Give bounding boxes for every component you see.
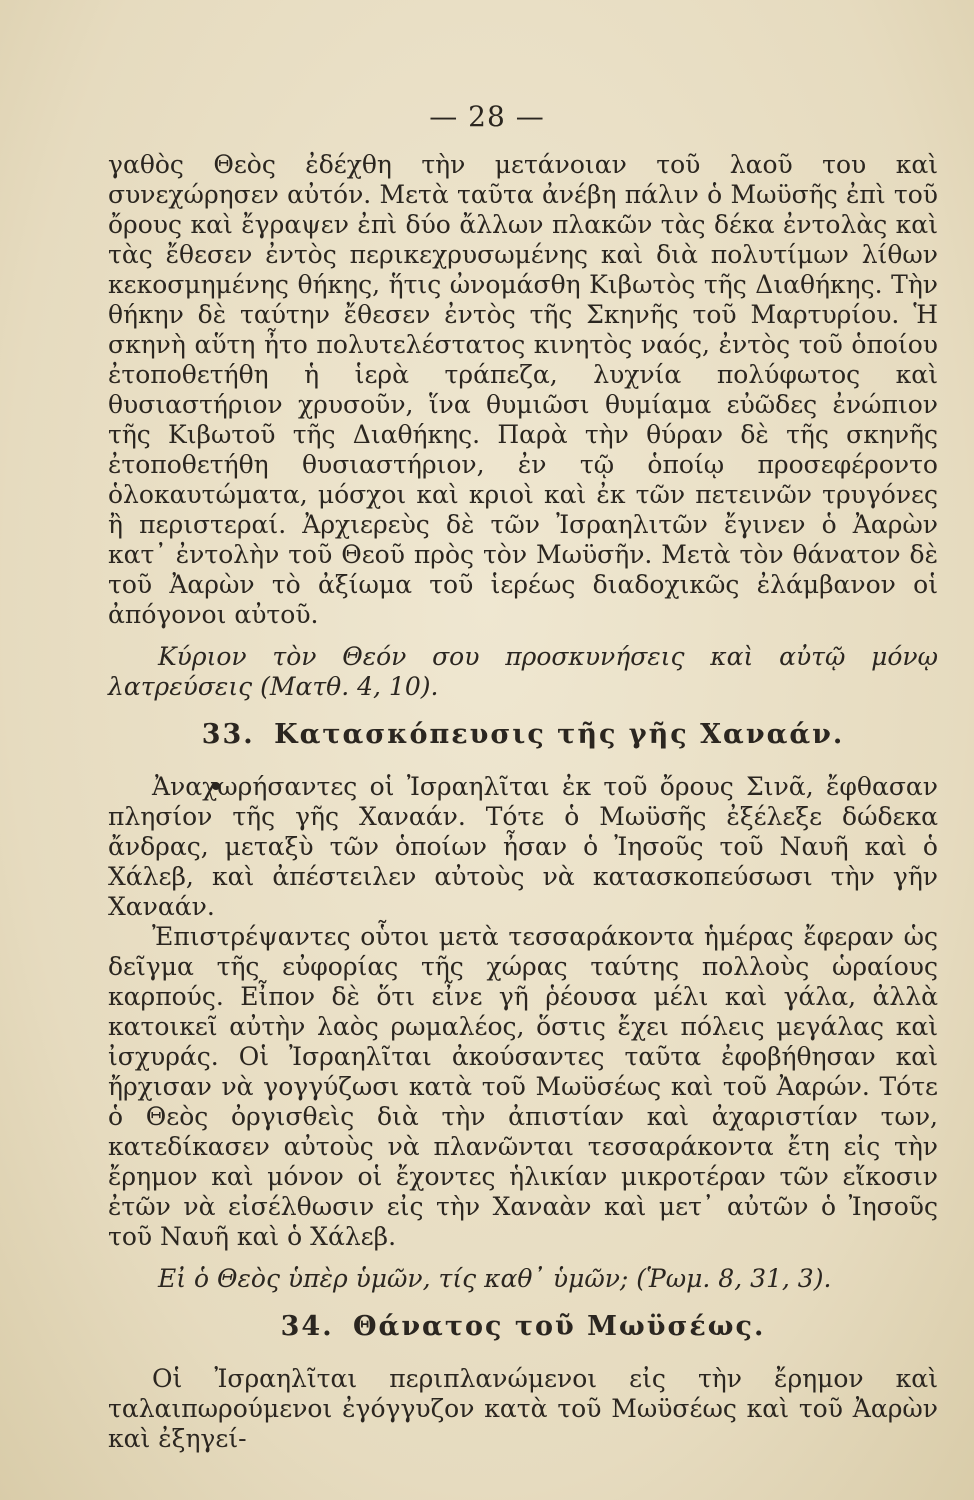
page-body bbox=[108, 150, 938, 1454]
paragraph-spies-sent: Ἀναχωρήσαντες οἱ Ἰσραηλῖται ἐκ τοῦ ὄρους Σινᾶ, ἔφθασαν πλησίον τῆς γῆς Χαναάν. Τότε ὁ Μωϋσῆς ἐξέλεξε δώδεκα ἄνδρας, μεταξὺ τῶν ὁποίων ἦσαν ὁ Ἰησοῦς τοῦ Ναυῆ καὶ ὁ Χάλεβ, καὶ ἀπέστειλεν αὐτοὺς νὰ κατασκοπεύσωσι τὴν γῆν Χαναάν. bbox=[108, 772, 938, 921]
paragraph-spies-return: Ἐπιστρέψαντες οὗτοι μετὰ τεσσαράκοντα ἡμέρας ἔφεραν ὡς δεῖγμα τῆς εὐφορίας τῆς χώρας ταύτης πολλοὺς ὡραίους καρπούς. Εἶπον δὲ ὅτι εἶνε γῆ ῥέουσα μέλι καὶ γάλα, ἀλλὰ κατοικεῖ αὐτὴν λαὸς ρωμαλέος, ὅστις ἔχει πόλεις μεγάλας καὶ ἰσχυράς. Οἱ Ἰσραηλῖται ἀκούσαντες ταῦτα ἐφοβήθησαν καὶ ἤρχισαν νὰ γογγύζωσι κατὰ τοῦ Μωϋσέως καὶ τοῦ Ἀαρών. Τότε ὁ Θεὸς ὀργισθεὶς διὰ τὴν ἀπιστίαν καὶ ἀχαριστίαν των, κατεδίκασεν αὐτοὺς νὰ πλανῶνται τεσσαράκοντα ἔτη εἰς τὴν ἔρημον καὶ μόνον οἱ ἔχοντες ἡλικίαν μικροτέραν τῶν εἴκοσιν ἐτῶν νὰ εἰσέλθωσιν εἰς τὴν Χαναὰν καὶ μετ᾽ αὐτῶν ὁ Ἰησοῦς τοῦ Ναυῆ καὶ ὁ Χάλεβ. bbox=[108, 922, 938, 1251]
section-number: 33. bbox=[201, 719, 255, 750]
section-number: 34. bbox=[280, 1311, 334, 1342]
section-title: Θάνατος τοῦ Μωϋσέως. bbox=[353, 1311, 766, 1342]
paragraph-tabernacle: γαθὸς Θεὸς ἐδέχθη τὴν μετάνοιαν τοῦ λαοῦ του καὶ συνεχώρησεν αὐτόν. Μετὰ ταῦτα ἀνέβη πάλιν ὁ Μωϋσῆς ἐπὶ τοῦ ὄρους καὶ ἔγραψεν ἐπὶ δύο ἄλλων πλακῶν τὰς δέκα ἐντολὰς καὶ τὰς ἔθεσεν ἐντὸς περικεχρυσωμένης καὶ διὰ πολυτίμων λίθων κεκοσμημένης θήκης, ἥτις ὠνομάσθη Κιβωτὸς τῆς Διαθήκης. Τὴν θήκην δὲ ταύτην ἔθεσεν ἐντὸς τῆς Σκηνῆς τοῦ Μαρτυρίου. Ἡ σκηνὴ αὕτη ἦτο πολυτελέστατος κινητὸς ναός, ἐντὸς τοῦ ὁποίου ἐτοποθετήθη ἡ ἱερὰ τράπεζα, λυχνία πολύφωτος καὶ θυσιαστήριον χρυσοῦν, ἵνα θυμιῶσι θυμίαμα εὐῶδες ἐνώπιον τῆς Κιβωτοῦ τῆς Διαθήκης. Παρὰ τὴν θύραν δὲ τῆς σκηνῆς ἐτοποθετήθη θυσιαστήριον, ἐν τῷ ὁποίῳ προσεφέροντο ὁλοκαυτώματα, μόσχοι καὶ κριοὶ καὶ ἐκ τῶν πετεινῶν τρυγόνες ἢ περιστεραί. Ἀρχιερεὺς δὲ τῶν Ἰσραηλιτῶν ἔγινεν ὁ Ἀαρὼν κατ᾽ ἐντολὴν τοῦ Θεοῦ πρὸς τὸν Μωϋσῆν. Μετὰ τὸν θάνατον δὲ τοῦ Ἀαρὼν τὸ ἀξίωμα τοῦ ἱερέως διαδοχικῶς ἐλάμβανον οἱ ἀπόγονοι αὐτοῦ. bbox=[108, 150, 938, 629]
section-title: Κατασκόπευσις τῆς γῆς Χαναάν. bbox=[274, 719, 845, 750]
section-heading-34 bbox=[108, 1312, 938, 1342]
scripture-quote-romans: Εἰ ὁ Θεὸς ὑπὲρ ὑμῶν, τίς καθ᾽ ὑμῶν; (Ῥωμ. 8, 31, 3). bbox=[158, 1264, 832, 1293]
scripture-quote-matthew: Κύριον τὸν Θεόν σου προσκυνήσεις καὶ αὐτῷ μόνῳ λατρεύσεις (Ματθ. 4, 10). bbox=[108, 642, 938, 701]
section-heading-33 bbox=[108, 720, 938, 750]
page-number: — 28 — bbox=[429, 100, 545, 133]
paragraph-moses-death: Οἱ Ἰσραηλῖται περιπλανώμενοι εἰς τὴν ἔρημον καὶ ταλαιπωρούμενοι ἐγόγγυζον κατὰ τοῦ Μωϋσέως καὶ τοῦ Ἀαρὼν καὶ ἐξηγεί- bbox=[108, 1364, 938, 1453]
